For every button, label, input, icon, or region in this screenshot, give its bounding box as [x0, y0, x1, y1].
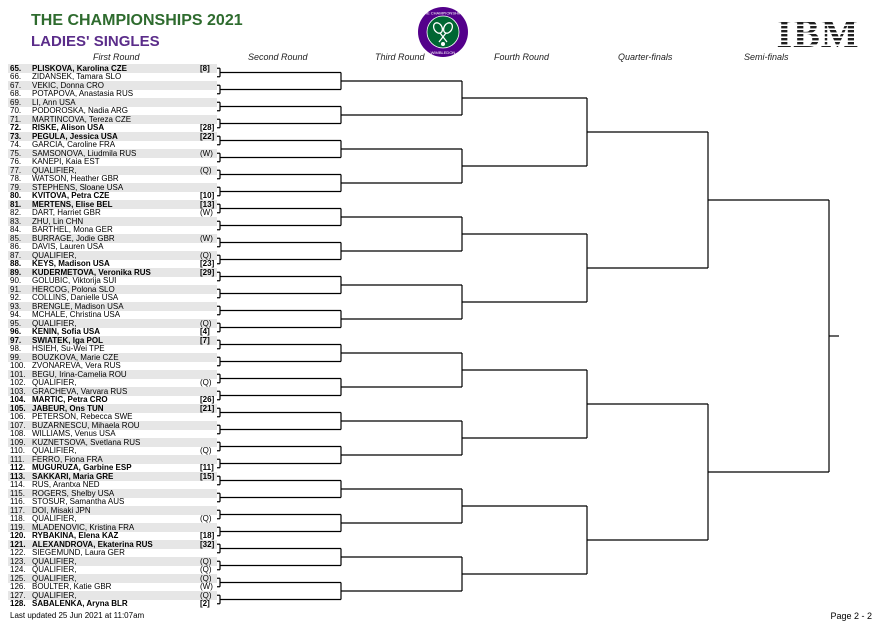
- player-name: GOLUBIC, Viktorija SUI: [32, 276, 117, 285]
- player-number: 70.: [10, 106, 22, 115]
- player-number: 111.: [10, 454, 25, 464]
- player-seed: (Q): [200, 590, 212, 600]
- player-number: 84.: [10, 225, 22, 234]
- ibm-logo-text: IBM: [776, 14, 860, 50]
- player-name: BUZARNESCU, Mihaela ROU: [32, 420, 140, 430]
- player-seed: (Q): [200, 556, 212, 566]
- player-seed: [28]: [200, 123, 215, 132]
- player-number: 107.: [10, 420, 26, 430]
- player-number: 118.: [10, 514, 25, 523]
- player-name: QUALIFIER,: [32, 514, 77, 523]
- player-seed: [23]: [200, 259, 215, 268]
- player-number: 112.: [10, 463, 26, 472]
- player-name: ZHU, Lin CHN: [32, 216, 84, 226]
- player-seed: [4]: [200, 327, 210, 336]
- player-name: KUDERMETOVA, Veronika RUS: [32, 267, 151, 277]
- player-name: PETERSON, Rebecca SWE: [32, 412, 133, 421]
- player-name: KUZNETSOVA, Svetlana RUS: [32, 437, 141, 447]
- player-number: 128.: [10, 599, 26, 608]
- player-name: KANEPI, Kaia EST: [32, 157, 100, 166]
- player-name: MUGURUZA, Garbine ESP: [32, 463, 132, 472]
- round-header-6: Semi-finals: [744, 52, 789, 62]
- player-number: 109.: [10, 437, 26, 447]
- player-seed: [29]: [200, 267, 215, 277]
- player-name: GARCIA, Caroline FRA: [32, 140, 116, 149]
- player-name: QUALIFIER,: [32, 318, 77, 328]
- player-number: 106.: [10, 412, 26, 421]
- player-number: 116.: [10, 497, 25, 506]
- player-seed: [26]: [200, 395, 215, 404]
- player-number: 78.: [10, 174, 22, 183]
- round-header-3: Third Round: [375, 52, 425, 62]
- player-name: ROGERS, Shelby USA: [32, 488, 115, 498]
- player-name: VEKIC, Donna CRO: [32, 80, 105, 90]
- player-number: 80.: [10, 191, 22, 200]
- player-number: 124.: [10, 565, 26, 574]
- player-number: 121.: [10, 539, 26, 549]
- player-name: BOUZKOVA, Marie CZE: [32, 352, 119, 362]
- player-number: 75.: [10, 148, 22, 158]
- player-seed: (Q): [200, 565, 212, 574]
- player-number: 119.: [10, 522, 25, 532]
- player-seed: (Q): [200, 318, 212, 328]
- player-name: SAKKARI, Maria GRE: [32, 471, 114, 481]
- player-name: DAVIS, Lauren USA: [32, 242, 104, 251]
- player-number: 65.: [10, 63, 22, 73]
- player-number: 101.: [10, 369, 26, 379]
- player-number: 89.: [10, 267, 22, 277]
- player-name: ALEXANDROVA, Ekaterina RUS: [32, 539, 153, 549]
- player-seed: [2]: [200, 599, 210, 608]
- player-name: STEPHENS, Sloane USA: [32, 182, 124, 192]
- player-number: 96.: [10, 327, 22, 336]
- player-number: 86.: [10, 242, 22, 251]
- player-number: 73.: [10, 131, 22, 141]
- player-name: KENIN, Sofia USA: [32, 327, 101, 336]
- player-number: 74.: [10, 140, 22, 149]
- player-number: 69.: [10, 97, 22, 107]
- player-name: KEYS, Madison USA: [32, 259, 110, 268]
- player-number: 77.: [10, 165, 22, 175]
- player-number: 115.: [10, 488, 25, 498]
- player-seed: (W): [200, 233, 213, 243]
- player-name: MERTENS, Elise BEL: [32, 199, 113, 209]
- player-number: 90.: [10, 276, 22, 285]
- event-subtitle: LADIES' SINGLES: [31, 33, 160, 50]
- player-number: 117.: [10, 505, 25, 515]
- logo-text-top: THE CHAMPIONSHIPS: [421, 10, 465, 16]
- player-number: 93.: [10, 301, 22, 311]
- player-name: BRENGLE, Madison USA: [32, 301, 124, 311]
- player-name: RISKE, Alison USA: [32, 123, 105, 132]
- player-name: DART, Harriet GBR: [32, 208, 101, 217]
- player-name: QUALIFIER,: [32, 573, 77, 583]
- player-seed: (Q): [200, 446, 212, 455]
- player-name: RUS, Arantxa NED: [32, 480, 100, 489]
- round-header-4: Fourth Round: [494, 52, 550, 62]
- player-number: 67.: [10, 80, 22, 90]
- player-number: 102.: [10, 378, 26, 387]
- last-updated: Last updated 25 Jun 2021 at 11:07am: [10, 611, 145, 620]
- player-name: ZIDANSEK, Tamara SLO: [32, 72, 122, 81]
- player-name: JABEUR, Ons TUN: [32, 403, 104, 413]
- player-name: GRACHEVA, Varvara RUS: [32, 386, 128, 396]
- player-number: 126.: [10, 582, 26, 591]
- player-number: 103.: [10, 386, 26, 396]
- player-name: MARTIC, Petra CRO: [32, 395, 108, 404]
- player-number: 114.: [10, 480, 25, 489]
- player-name: SWIATEK, Iga POL: [32, 335, 103, 345]
- player-seed: [7]: [200, 335, 210, 345]
- player-name: ZVONAREVA, Vera RUS: [32, 361, 121, 370]
- player-number: 123.: [10, 556, 26, 566]
- player-number: 91.: [10, 284, 22, 294]
- player-name: FERRO, Fiona FRA: [32, 454, 103, 464]
- player-number: 79.: [10, 182, 22, 192]
- player-name: QUALIFIER,: [32, 590, 77, 600]
- player-seed: (W): [200, 208, 213, 217]
- player-name: KVITOVA, Petra CZE: [32, 191, 110, 200]
- round-header-2: Second Round: [248, 52, 308, 62]
- player-seed: [18]: [200, 531, 215, 540]
- player-seed: [21]: [200, 403, 215, 413]
- player-number: 72.: [10, 123, 22, 132]
- player-name: HSIEH, Su-Wei TPE: [32, 344, 105, 353]
- player-number: 68.: [10, 89, 22, 98]
- player-name: QUALIFIER,: [32, 378, 77, 387]
- player-seed: [11]: [200, 463, 214, 472]
- player-number: 125.: [10, 573, 26, 583]
- player-name: QUALIFIER,: [32, 250, 77, 260]
- player-name: DOI, Misaki JPN: [32, 505, 91, 515]
- player-number: 122.: [10, 548, 26, 557]
- player-seed: [32]: [200, 539, 215, 549]
- player-name: WILLIAMS, Venus USA: [32, 429, 116, 438]
- player-name: QUALIFIER,: [32, 556, 77, 566]
- player-number: 95.: [10, 318, 22, 328]
- player-name: RYBAKINA, Elena KAZ: [32, 531, 119, 540]
- player-number: 113.: [10, 471, 26, 481]
- player-number: 105.: [10, 403, 26, 413]
- player-name: COLLINS, Danielle USA: [32, 293, 119, 302]
- player-number: 120.: [10, 531, 26, 540]
- player-name: WATSON, Heather GBR: [32, 174, 119, 183]
- player-name: LI, Ann USA: [32, 97, 76, 107]
- player-number: 94.: [10, 310, 22, 319]
- player-name: HERCOG, Polona SLO: [32, 284, 115, 294]
- player-name: STOSUR, Samantha AUS: [32, 497, 125, 506]
- player-name: BURRAGE, Jodie GBR: [32, 233, 115, 243]
- player-number: 92.: [10, 293, 22, 302]
- player-seed: (Q): [200, 165, 212, 175]
- player-name: SAMSONOVA, Liudmila RUS: [32, 148, 137, 158]
- player-name: QUALIFIER,: [32, 165, 77, 175]
- player-number: 76.: [10, 157, 22, 166]
- player-number: 100.: [10, 361, 26, 370]
- player-seed: (W): [200, 582, 213, 591]
- player-number: 127.: [10, 590, 26, 600]
- player-number: 83.: [10, 216, 22, 226]
- page-number: Page 2 - 2: [830, 611, 872, 621]
- player-seed: [10]: [200, 191, 215, 200]
- player-number: 99.: [10, 352, 22, 362]
- player-number: 87.: [10, 250, 22, 260]
- player-seed: (Q): [200, 573, 212, 583]
- player-name: BARTHEL, Mona GER: [32, 225, 113, 234]
- player-name: PEGULA, Jessica USA: [32, 131, 118, 141]
- player-number: 66.: [10, 72, 22, 81]
- player-seed: (Q): [200, 250, 212, 260]
- page-title: THE CHAMPIONSHIPS 2021: [31, 12, 243, 29]
- player-name: MARTINCOVA, Tereza CZE: [32, 114, 132, 124]
- player-number: 85.: [10, 233, 22, 243]
- player-number: 98.: [10, 344, 22, 353]
- player-name: MLADENOVIC, Kristina FRA: [32, 522, 135, 532]
- player-number: 108.: [10, 429, 26, 438]
- player-seed: (W): [200, 148, 213, 158]
- player-name: SABALENKA, Aryna BLR: [32, 599, 128, 608]
- player-number: 97.: [10, 335, 22, 345]
- player-name: BOULTER, Katie GBR: [32, 582, 112, 591]
- player-name: MCHALE, Christina USA: [32, 310, 121, 319]
- round-header-1: First Round: [93, 52, 140, 62]
- player-name: QUALIFIER,: [32, 565, 77, 574]
- logo-text-bottom: WIMBLEDON: [430, 50, 456, 55]
- round-header-5: Quarter-finals: [618, 52, 673, 62]
- player-name: QUALIFIER,: [32, 446, 77, 455]
- player-seed: (Q): [200, 514, 212, 523]
- player-seed: [22]: [200, 131, 215, 141]
- player-number: 104.: [10, 395, 26, 404]
- player-seed: [15]: [200, 471, 215, 481]
- player-number: 82.: [10, 208, 22, 217]
- player-name: PLISKOVA, Karolina CZE: [32, 63, 127, 73]
- player-name: SIEGEMUND, Laura GER: [32, 548, 125, 557]
- player-seed: [8]: [200, 63, 210, 73]
- player-seed: (Q): [200, 378, 212, 387]
- player-number: 88.: [10, 259, 22, 268]
- player-name: BEGU, Irina-Camelia ROU: [32, 369, 127, 379]
- player-seed: [13]: [200, 199, 215, 209]
- player-number: 110.: [10, 446, 25, 455]
- player-number: 81.: [10, 199, 22, 209]
- player-number: 71.: [10, 114, 22, 124]
- player-name: PODOROSKA, Nadia ARG: [32, 106, 129, 115]
- player-name: POTAPOVA, Anastasia RUS: [32, 89, 134, 98]
